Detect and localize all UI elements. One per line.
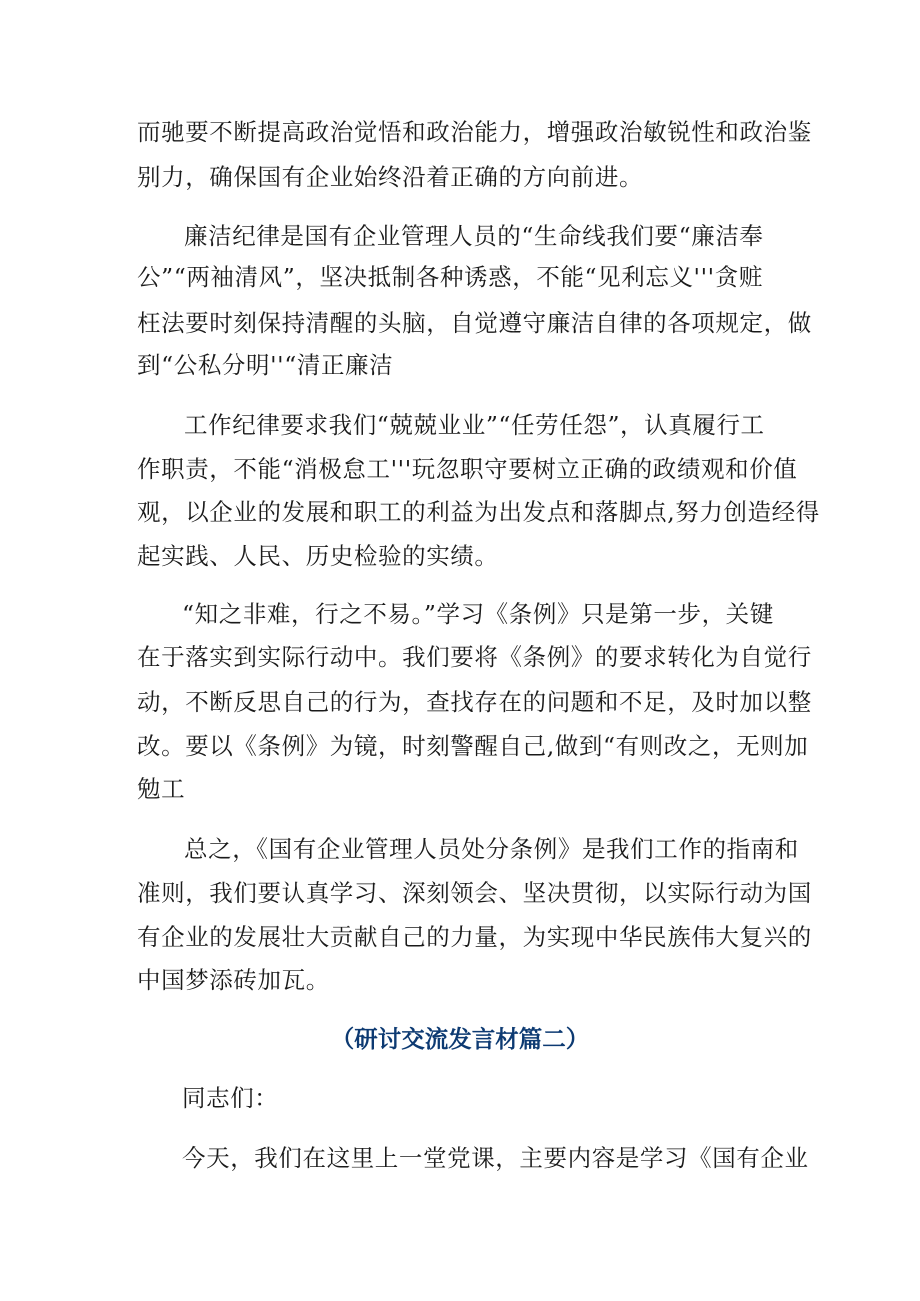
paragraph-3-line-1: 工作纪律要求我们“兢兢业业”“任劳任怨”，认真履行工	[184, 411, 765, 439]
paragraph-3-line-4: 起实践、人民、历史检验的实绩。	[137, 542, 499, 570]
paragraph-4-line-4: 改。要以《条例》为镜，时刻警醒自己,做到“有则改之，无则加	[137, 732, 809, 760]
paragraph-2-line-1: 廉洁纪律是国有企业管理人员的“生命线我们要“廉洁奉	[184, 222, 764, 250]
paragraph-5-line-1: 总之，《国有企业管理人员处分条例》是我们工作的指南和	[184, 835, 799, 863]
paragraph-5-line-3: 有企业的发展壮大贡献自己的力量，为实现中华民族伟大复兴的	[137, 923, 812, 951]
paragraph-5-line-2: 准则，我们要认真学习、深刻领会、坚决贯彻，以实际行动为国	[137, 879, 812, 907]
paragraph-4-line-3: 动，不断反思自己的行为，查找存在的问题和不足，及时加以整	[137, 688, 812, 716]
paragraph-2-line-4: 到“公私分明''“清正廉洁	[137, 351, 394, 379]
paragraph-3-line-2: 作职责，不能“消极怠工'''玩忽职守要树立正确的政绩观和价值	[137, 455, 798, 483]
paragraph-3-line-3: 观，以企业的发展和职工的利益为出发点和落脚点,努力创造经得	[137, 498, 820, 526]
paragraph-1-line-1: 而驰要不断提高政治觉悟和政治能力，增强政治敏锐性和政治鉴	[137, 118, 812, 146]
paragraph-2-line-2: 公”“两袖清风”，坚决抵制各种诱惑，不能“见利忘义'''贪赃	[137, 263, 763, 291]
section-heading: （研讨交流发言材篇二）	[330, 1025, 590, 1053]
opening-line: 今天，我们在这里上一堂党课，主要内容是学习《国有企业	[182, 1144, 809, 1172]
paragraph-1-line-2: 别力，确保国有企业始终沿着正确的方向前进。	[137, 163, 644, 191]
salutation: 同志们：	[182, 1084, 279, 1112]
paragraph-2-line-3: 枉法要时刻保持清醒的头脑，自觉遵守廉洁自律的各项规定，做	[137, 309, 812, 337]
paragraph-4-line-2: 在于落实到实际行动中。我们要将《条例》的要求转化为自觉行	[137, 643, 812, 671]
paragraph-4-line-1: “知之非难，行之不易。”学习《条例》只是第一步，关键	[182, 600, 774, 628]
paragraph-5-line-4: 中国梦添砖加瓦。	[137, 966, 330, 994]
paragraph-4-line-5: 勉工	[137, 775, 186, 803]
